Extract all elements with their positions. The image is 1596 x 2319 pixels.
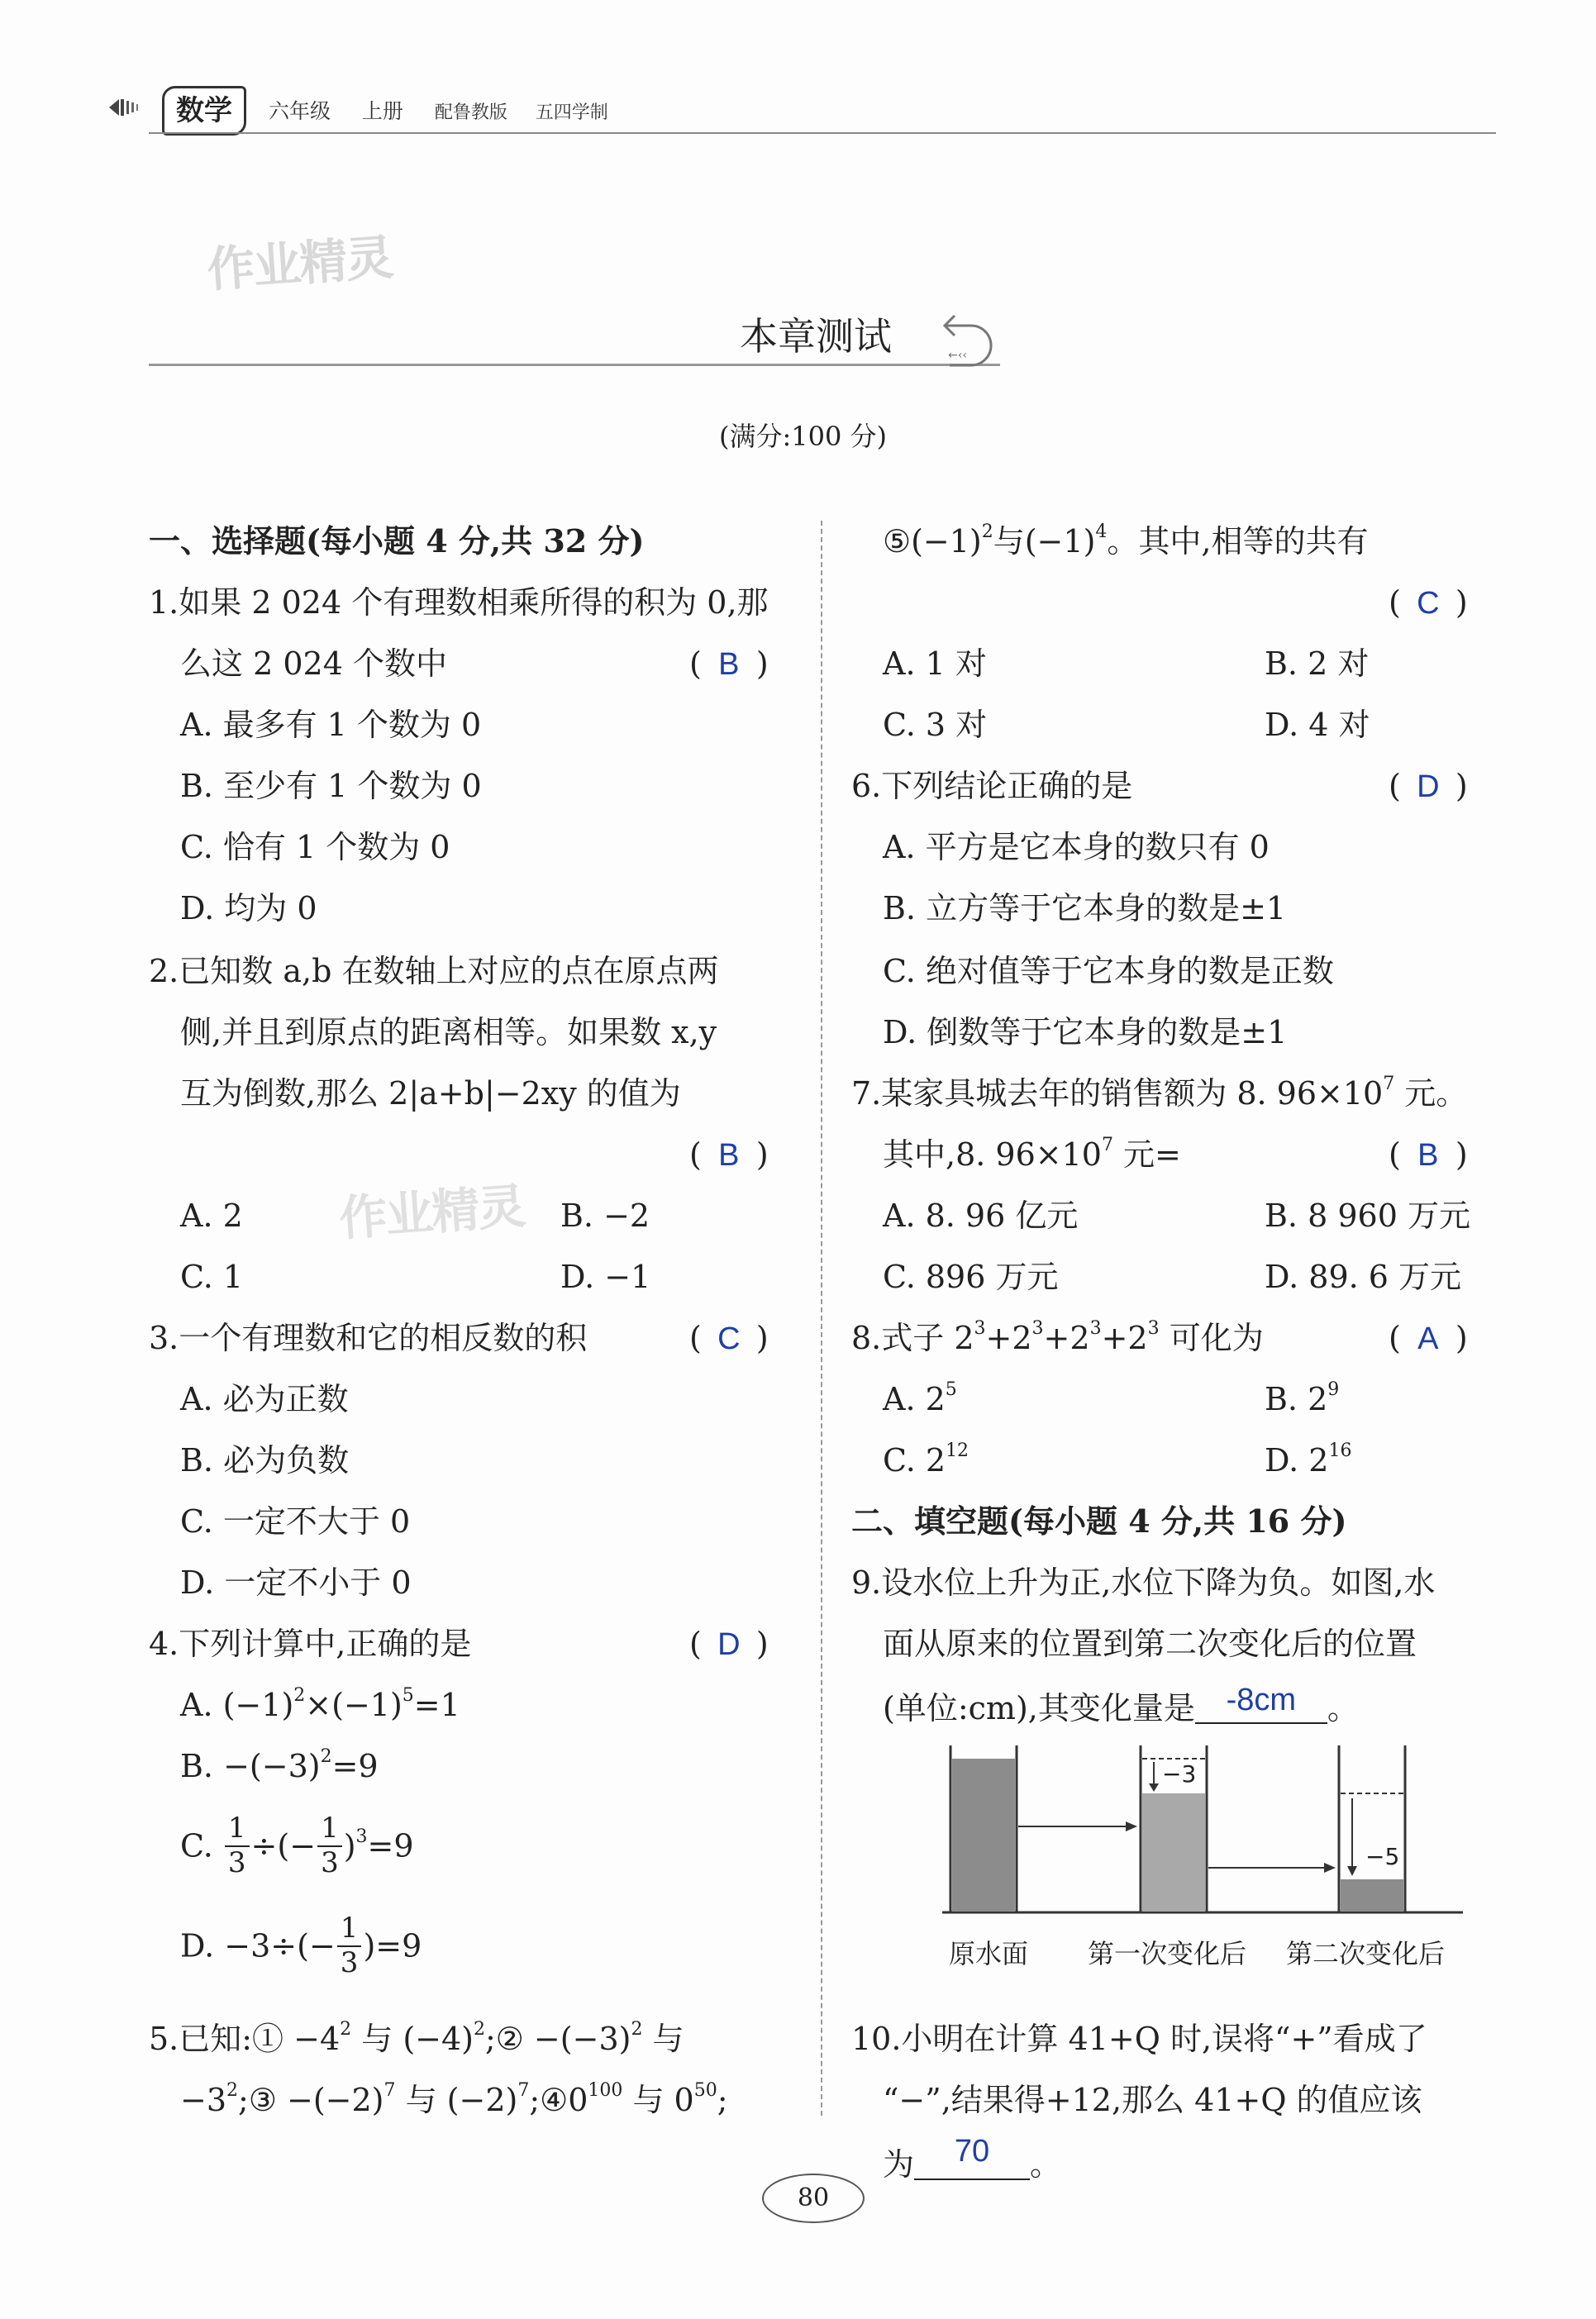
q7-option-b: B. 8 960 万元	[1265, 1198, 1470, 1234]
system-label: 五四学制	[535, 102, 608, 123]
q9-line1: 9.设水位上升为正,水位下降为负。如图,水	[851, 1564, 1436, 1601]
arrow-2-head	[1324, 1863, 1336, 1873]
q3-option-b: B. 必为负数	[180, 1442, 350, 1479]
return-arrow-icon	[938, 306, 1004, 372]
q9-line3: (单位:cm),其变化量是 -8cm 。	[883, 1683, 1359, 1726]
watermark-logo-top: 作业精灵	[205, 229, 394, 298]
q2-line3: 互为倒数,那么 2|a+b|−2xy 的值为	[180, 1075, 681, 1112]
q2-line2: 侧,并且到原点的距离相等。如果数 x,y	[180, 1014, 717, 1050]
q7-answer: B	[1417, 1138, 1439, 1173]
q7-option-a: A. 8. 96 亿元	[883, 1198, 1079, 1234]
q2-option-b: B. −2	[560, 1198, 650, 1234]
q1-option-a: A. 最多有 1 个数为 0	[180, 707, 482, 743]
q2-answer: B	[718, 1138, 740, 1173]
q10-line3: 为 70 。	[883, 2134, 1062, 2183]
page-number: 80	[797, 2183, 830, 2212]
q5-answer-slot: ( C )	[1389, 584, 1468, 621]
subject-label: 数学	[176, 94, 232, 127]
q3-answer-slot: ( C )	[689, 1320, 769, 1356]
q2-option-d: D. −1	[560, 1259, 651, 1295]
q6-answer: D	[1417, 769, 1440, 804]
q8-option-d: D. $2^{16}$	[1265, 1440, 1352, 1479]
q4c-fraction-1: $\frac{1}{3}$	[225, 1814, 250, 1878]
q1-line2: 么这 2 024 个数中	[180, 645, 447, 682]
header-rule	[149, 132, 1496, 134]
q8-answer-slot: ( A )	[1389, 1320, 1468, 1356]
q6-stem: 6.下列结论正确的是	[851, 768, 1133, 804]
first-change-label: −3	[1162, 1760, 1197, 1788]
q1-answer-slot: ( B )	[689, 645, 769, 682]
header	[0, 0, 1596, 140]
q5-line3: $⑤(-1)^2$与$(-1)^4$。其中,相等的共有	[883, 521, 1369, 560]
volume-label: 上册	[361, 99, 403, 123]
q7-line1: 7.某家具城去年的销售额为 8. $96\times 10^7$ 元。	[851, 1074, 1468, 1112]
q7-line2: 其中,8. $96\times 10^7$ 元=	[883, 1135, 1181, 1173]
q7-option-d: D. 89. 6 万元	[1265, 1259, 1462, 1295]
q1-answer: B	[718, 647, 740, 682]
q9-line2: 面从原来的位置到第二次变化后的位置	[883, 1626, 1417, 1662]
caption-second-change: 第二次变化后	[1286, 1938, 1446, 1969]
q4-answer: D	[717, 1627, 741, 1662]
q2-option-c: C. 1	[180, 1259, 244, 1295]
q7-option-c: C. 896 万元	[883, 1259, 1059, 1295]
caption-first-change: 第一次变化后	[1088, 1938, 1247, 1969]
column-divider	[821, 521, 822, 2116]
q2-answer-slot: ( B )	[689, 1136, 769, 1173]
caption-original: 原水面	[949, 1938, 1029, 1969]
q4-option-d: D. −3÷(− $\frac{1}{3}$ )=9	[180, 1912, 422, 1979]
q5-line2: $-3^2;③ -(-2)^7$ 与 $(-2)^7;④0^{100}$ 与 $0^{50}$;	[180, 2080, 728, 2118]
water-level-diagram	[942, 1736, 1471, 1934]
q5-option-a: A. 1 对	[883, 645, 987, 682]
q3-stem: 3.一个有理数和它的相反数的积	[149, 1320, 588, 1356]
header-info	[269, 101, 608, 122]
beaker-original	[950, 1745, 1017, 1912]
q3-answer: C	[717, 1321, 741, 1356]
q5-option-c: C. 3 对	[883, 707, 988, 743]
q4-option-a: A. $(-1)^2\times(-1)^5=1$	[180, 1685, 460, 1723]
q8-option-b: B. $2^9$	[1265, 1379, 1340, 1417]
q8-stem: 8.式子 $2^3+2^3+2^3+2^3$ 可化为	[851, 1318, 1264, 1356]
q4d-fraction: $\frac{1}{3}$	[337, 1914, 362, 1978]
q6-answer-slot: ( D )	[1389, 768, 1468, 804]
q6-option-c: C. 绝对值等于它本身的数是正数	[883, 953, 1334, 989]
q7-answer-slot: ( B )	[1389, 1136, 1468, 1173]
svg-text:←‹‹: ←‹‹	[948, 349, 967, 362]
q4c-fraction-2: $\frac{1}{3}$	[317, 1814, 342, 1878]
q2-option-a: A. 2	[180, 1198, 243, 1234]
full-score: (满分:100 分)	[719, 421, 888, 452]
part2-title: 二、填空题(每小题 4 分,共 16 分)	[851, 1502, 1347, 1540]
page-number-badge	[762, 2174, 865, 2223]
q1-option-b: B. 至少有 1 个数为 0	[180, 768, 482, 804]
section-title: 本章测试	[740, 314, 892, 359]
subject-badge	[162, 86, 246, 136]
q8-option-a: A. $2^5$	[883, 1379, 957, 1417]
q5-line1: 5.已知:① $-4^2$ 与 $(-4)^2;② -(-3)^2$ 与	[149, 2019, 684, 2057]
q3-option-a: A. 必为正数	[180, 1381, 349, 1417]
q4-option-c: C. $\frac{1}{3}$ ÷(− $\frac{1}{3}$ )$^3$=9	[180, 1812, 414, 1879]
watermark-logo-middle: 作业精灵	[337, 1178, 526, 1247]
arrow-1-head	[1126, 1821, 1137, 1831]
q4-option-b: B. $-(-3)^2=9$	[180, 1746, 379, 1784]
q5-option-b: B. 2 对	[1265, 645, 1370, 682]
edition-label: 配鲁教版	[434, 102, 507, 123]
q10-line1: 10.小明在计算 41+Q 时,误将“+”看成了	[851, 2021, 1427, 2057]
part1-title: 一、选择题(每小题 4 分,共 32 分)	[149, 522, 645, 560]
q6-option-a: A. 平方是它本身的数只有 0	[883, 829, 1270, 865]
q5-answer: C	[1417, 586, 1440, 621]
q2-line1: 2.已知数 a,b 在数轴上对应的点在原点两	[149, 953, 719, 989]
q8-answer: A	[1417, 1321, 1439, 1356]
q8-option-c: C. $2^{12}$	[883, 1440, 970, 1479]
second-change-label: −5	[1365, 1843, 1400, 1870]
section-title-rule	[149, 364, 1000, 366]
q10-answer: 70	[954, 2134, 990, 2169]
q10-line2: “−”,结果得+12,那么 41+Q 的值应该	[883, 2082, 1422, 2118]
q6-option-b: B. 立方等于它本身的数是±1	[883, 890, 1287, 926]
beaker-second-change	[1339, 1745, 1405, 1912]
q9-answer: -8cm	[1226, 1683, 1297, 1717]
header-decoration-icon	[107, 91, 157, 124]
grade-label: 六年级	[269, 99, 331, 123]
q1-option-d: D. 均为 0	[180, 890, 317, 926]
q1-option-c: C. 恰有 1 个数为 0	[180, 829, 450, 865]
q1-line1: 1.如果 2 024 个有理数相乘所得的积为 0,那	[149, 584, 769, 621]
q4-stem: 4.下列计算中,正确的是	[149, 1626, 472, 1662]
q6-option-d: D. 倒数等于它本身的数是±1	[883, 1014, 1288, 1050]
q3-option-d: D. 一定不小于 0	[180, 1564, 412, 1601]
q4-answer-slot: ( D )	[689, 1626, 769, 1662]
q5-option-d: D. 4 对	[1265, 707, 1370, 743]
q3-option-c: C. 一定不大于 0	[180, 1503, 411, 1540]
